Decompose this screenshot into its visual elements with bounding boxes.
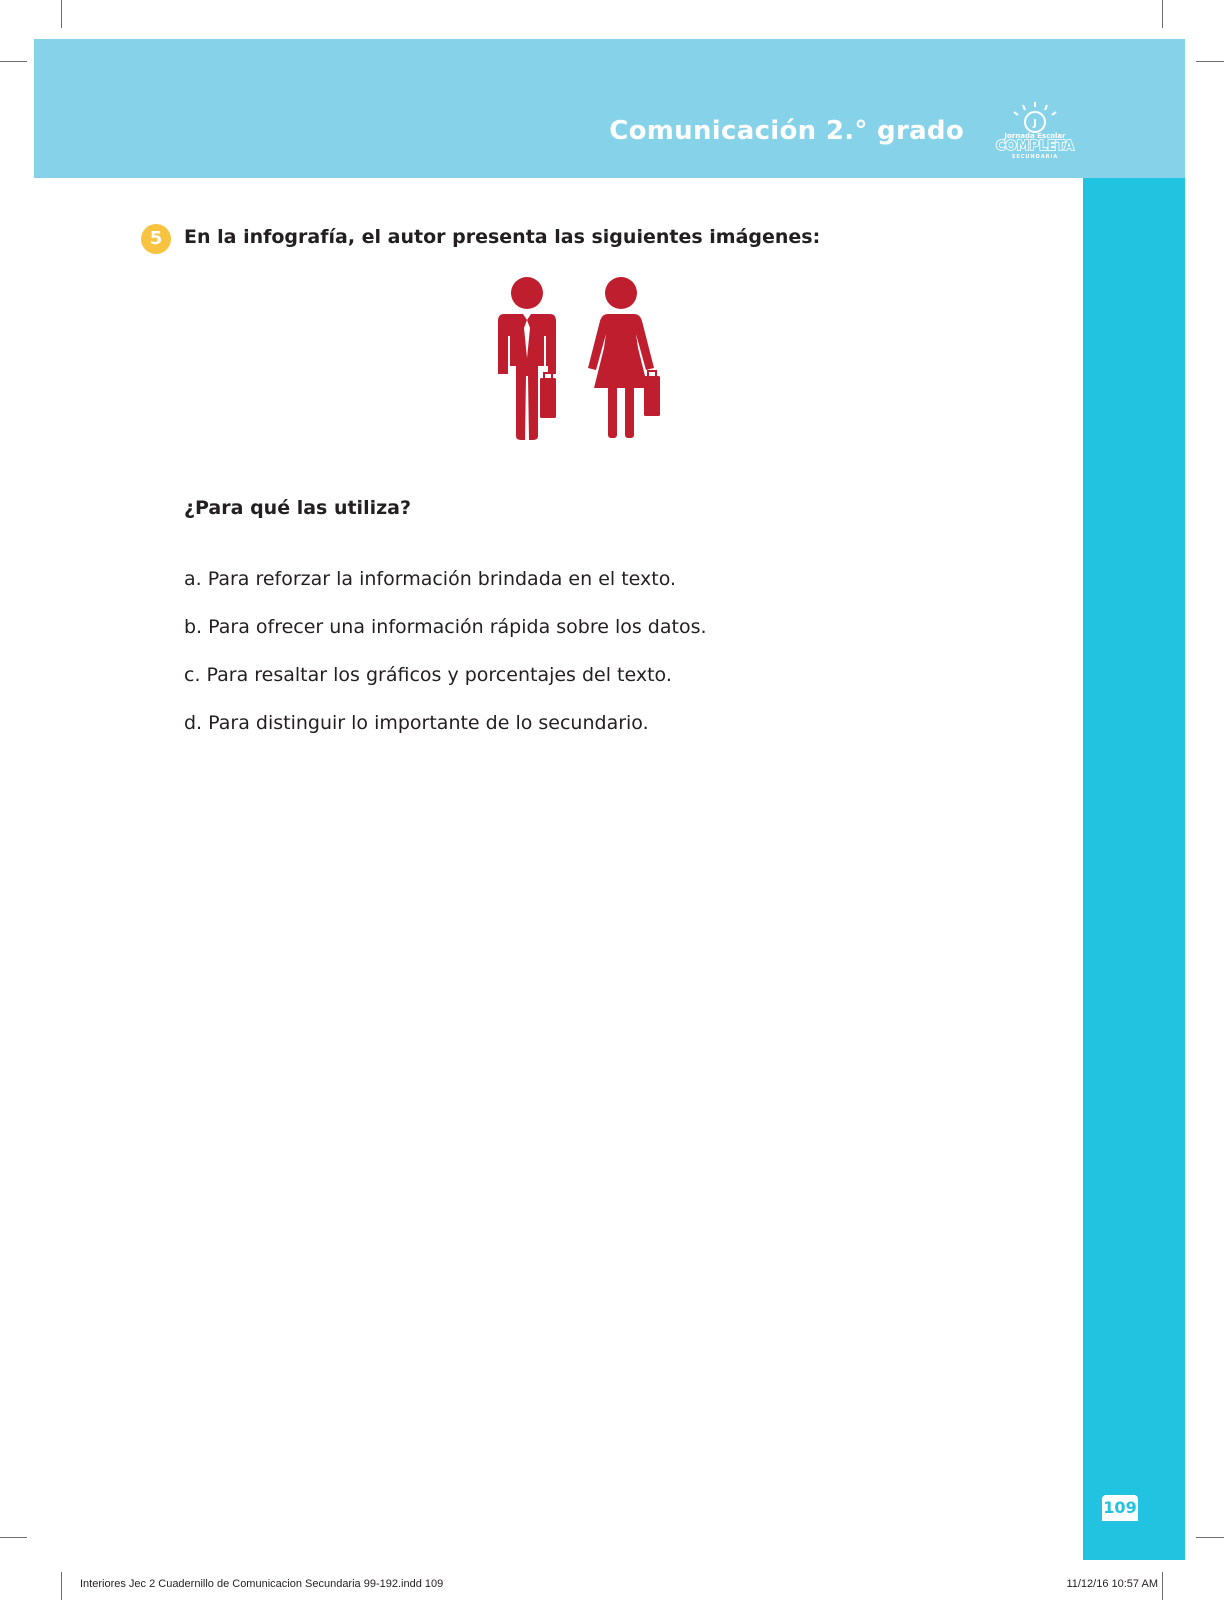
crop-mark [0,1537,27,1538]
logo-text-top: Jornada Escolar [1004,132,1066,140]
businesswoman-icon [588,277,660,438]
question-stem: En la infografía, el autor presenta las siguientes imágenes: [184,226,821,248]
question-number-badge: 5 [141,224,171,254]
footer-timestamp: 11/12/16 10:57 AM [1066,1578,1158,1590]
sub-question: ¿Para qué las utiliza? [184,497,411,519]
crop-mark [1162,1572,1163,1600]
figures-illustration [482,276,682,454]
option-c[interactable]: c. Para resaltar los gráficos y porcentajes del texto. [184,664,672,686]
page-number: 109 [1103,1498,1137,1517]
footer-file-info: Interiores Jec 2 Cuadernillo de Comunicacion Secundaria 99-192.indd 109 [80,1578,444,1590]
crop-mark [1196,61,1224,62]
crop-mark [0,61,27,62]
crop-mark [1196,1537,1224,1538]
option-d[interactable]: d. Para distinguir lo importante de lo secundario. [184,712,649,734]
option-b[interactable]: b. Para ofrecer una información rápida sobre los datos. [184,616,707,638]
svg-text:J: J [1033,118,1037,129]
logo-text-bottom: SECUNDARIA [1011,154,1059,160]
page-title: Comunicación 2.° grado [609,116,964,146]
option-a[interactable]: a. Para reforzar la información brindada en el texto. [184,568,677,590]
crop-mark [1162,0,1163,28]
crop-mark [61,0,62,28]
logo-text-main: COMPLETA [995,139,1075,154]
businessman-icon [498,277,556,440]
crop-mark [61,1572,62,1600]
jornada-escolar-logo [995,100,1075,160]
answer-options [184,555,707,747]
side-band [1083,178,1185,1560]
